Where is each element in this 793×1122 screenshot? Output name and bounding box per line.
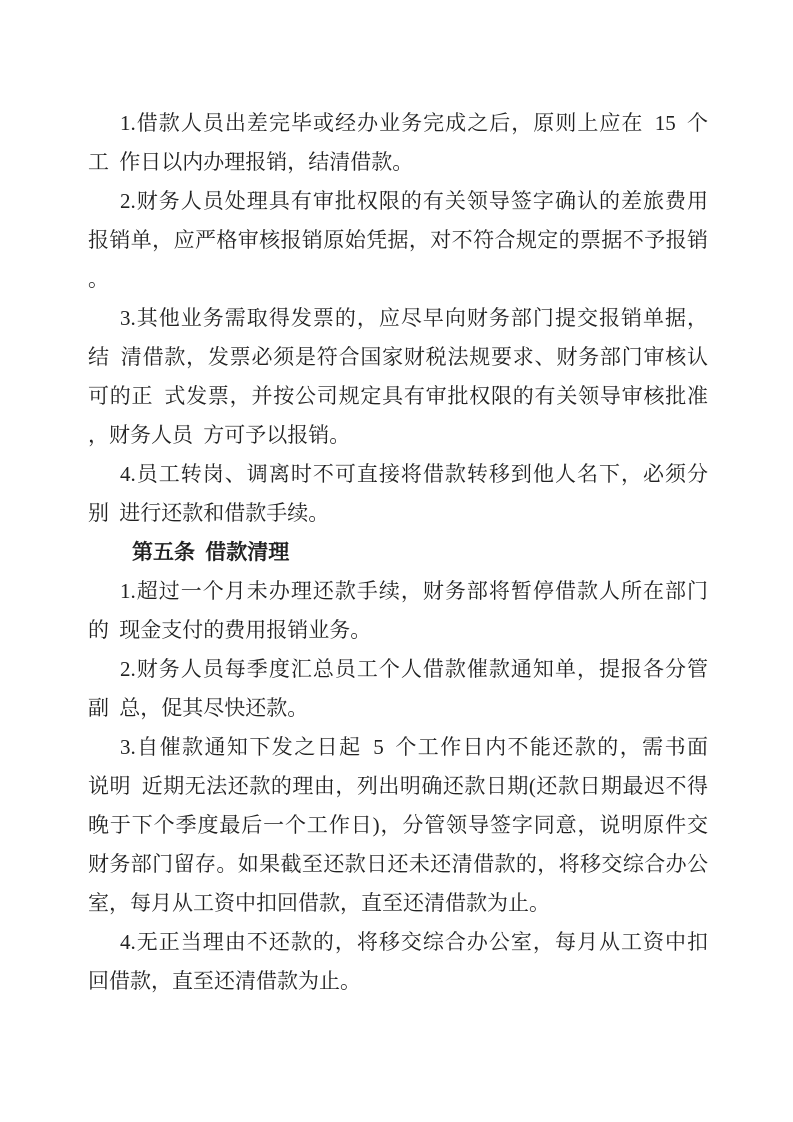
text-line: 2.财务人员每季度汇总员工个人借款催款通知单，提报各分管 <box>120 657 708 681</box>
text-line: 4.员工转岗、调离时不可直接将借款转移到他人名下，必须分 <box>120 462 708 486</box>
item-borrow-settle-3 <box>88 299 708 455</box>
text-line: 。 <box>88 267 109 291</box>
item-loan-cleanup-1 <box>88 572 708 650</box>
text-line: 结 清借款，发票必须是符合国家财税法规要求、财务部门审核认 <box>88 345 708 369</box>
text-line: 3.其他业务需取得发票的，应尽早向财务部门提交报销单据， <box>120 306 708 330</box>
text-line: 报销单，应严格审核报销原始凭据，对不符合规定的票据不予报销 <box>88 228 708 252</box>
item-loan-cleanup-3 <box>88 728 708 923</box>
text-line: 晚于下个季度最后一个工作日)，分管领导签字同意，说明原件交 <box>88 813 708 837</box>
text-line: 别 进行还款和借款手续。 <box>88 501 330 525</box>
text-line: 说明 近期无法还款的理由，列出明确还款日期(还款日期最迟不得 <box>88 774 708 798</box>
text-line: 室，每月从工资中扣回借款，直至还清借款为止。 <box>88 891 550 915</box>
text-line: 副 总，促其尽快还款。 <box>88 696 309 720</box>
item-loan-cleanup-4 <box>88 923 708 1001</box>
text-line: 回借款，直至还清借款为止。 <box>88 969 361 993</box>
text-line: 3.自催款通知下发之日起 5 个工作日内不能还款的，需书面 <box>120 735 708 759</box>
text-line: 1.借款人员出差完毕或经办业务完成之后，原则上应在 15 个 <box>120 111 708 135</box>
item-borrow-settle-2 <box>88 182 708 299</box>
text-line: 的 现金支付的费用报销业务。 <box>88 618 372 642</box>
item-borrow-settle-1 <box>88 104 708 182</box>
section-heading-line: 第五条 借款清理 <box>132 540 290 564</box>
text-line: 可的正 式发票，并按公司规定具有审批权限的有关领导审核批准 <box>88 384 708 408</box>
section-heading-article-5 <box>88 533 708 572</box>
text-line: 财务部门留存。如果截至还款日还未还清借款的，将移交综合办公 <box>88 852 708 876</box>
text-line: 4.无正当理由不还款的，将移交综合办公室，每月从工资中扣 <box>120 930 708 954</box>
text-line: ，财务人员 方可予以报销。 <box>88 423 351 447</box>
text-line: 1.超过一个月未办理还款手续，财务部将暂停借款人所在部门 <box>120 579 708 603</box>
document-body <box>88 104 708 1001</box>
item-loan-cleanup-2 <box>88 650 708 728</box>
text-line: 2.财务人员处理具有审批权限的有关领导签字确认的差旅费用 <box>120 189 708 213</box>
item-borrow-settle-4 <box>88 455 708 533</box>
text-line: 工 作日以内办理报销，结清借款。 <box>88 150 414 174</box>
